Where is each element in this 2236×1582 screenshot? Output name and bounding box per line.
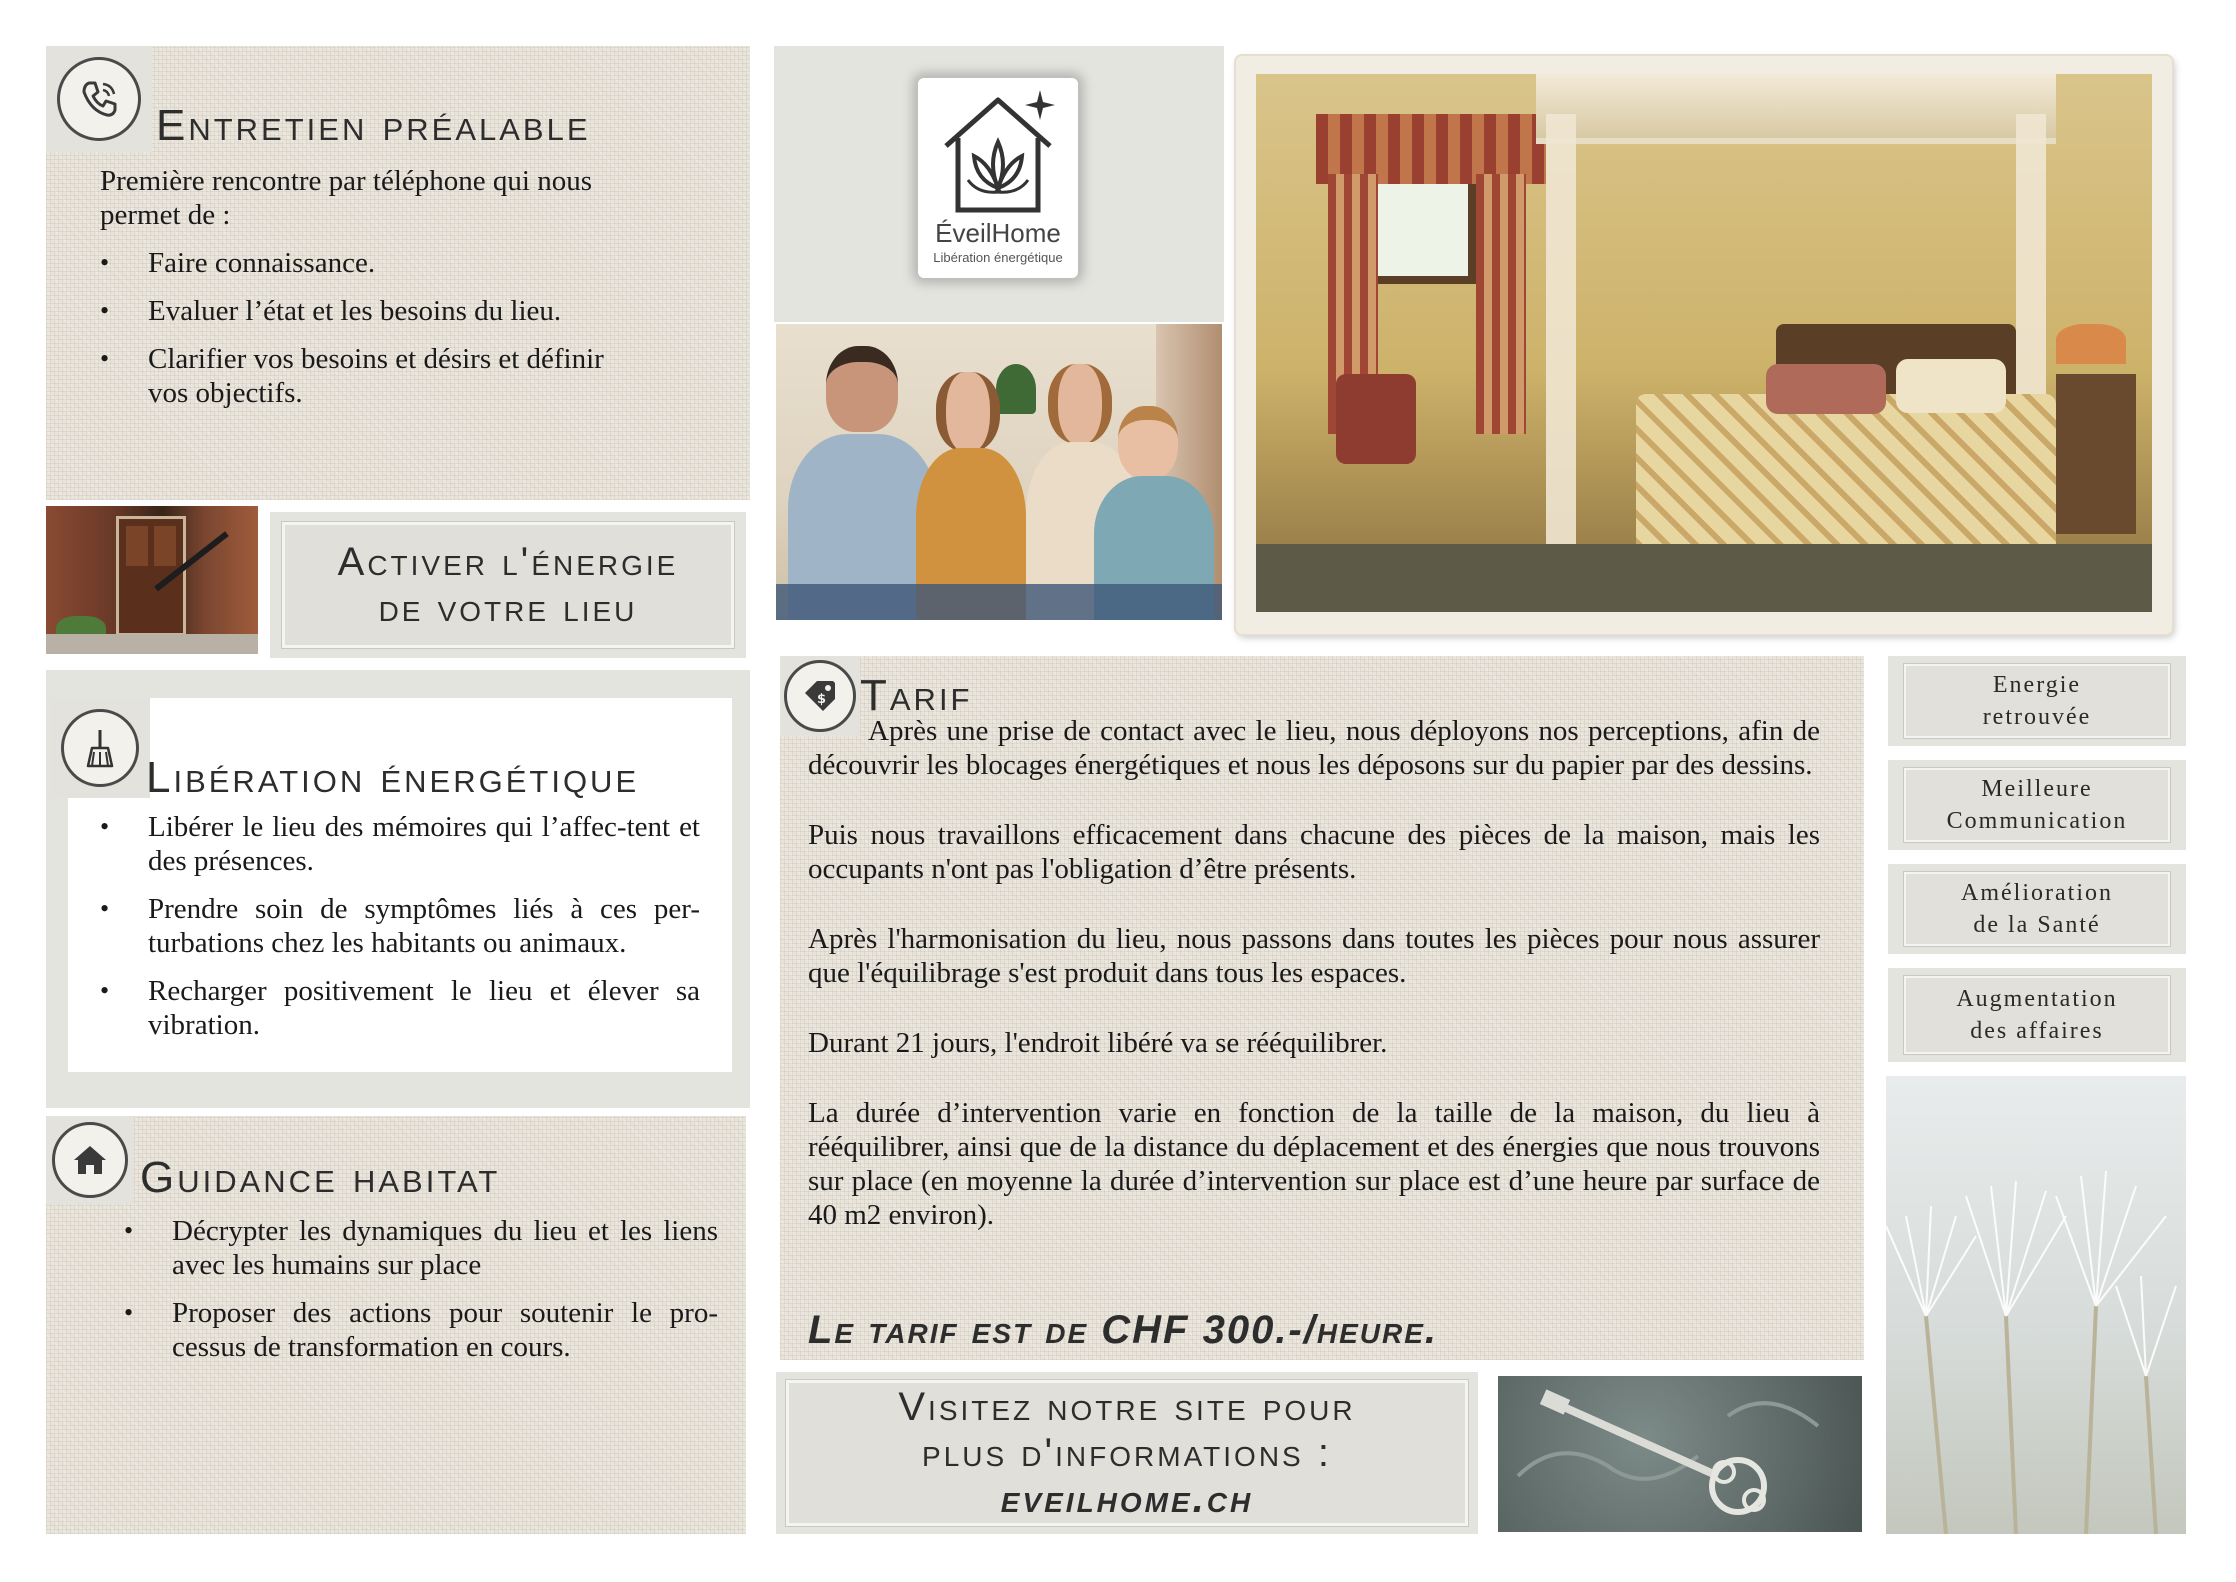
tarif-paragraph: Puis nous travaillons efficacement dans chacune des pièces de la maison, mais les occupants n'ont pas l'obligation d’être présents. (808, 819, 1820, 885)
bedroom-photo-frame (1236, 56, 2172, 634)
tarif-paragraph: Après une prise de contact avec le lieu, nous déployons nos perceptions, afin de découvrir les blocages énergétiques et nous les déposons sur du papier par des dessins. (808, 715, 1820, 781)
entretien-title: Entretien préalable (156, 101, 591, 150)
activer-line1: Activer l'énergie (337, 540, 679, 584)
guidance-icon-tab (46, 1116, 134, 1204)
activer-frame (270, 512, 746, 658)
liberation-list (100, 810, 700, 1056)
list-item: • Proposer des actions pour soutenir le pro-cessus de transformation en cours. (124, 1296, 718, 1364)
activer-plaque (282, 522, 734, 648)
key-photo (1498, 1376, 1862, 1532)
benefit-sante: Amélioration de la Santé (1904, 872, 2170, 946)
tarif-paragraph: La durée d’intervention varie en fonction de la taille de la maison, du lieu à rééquilibrer, ainsi que de la distance du déplacement et des énergies que nous trouvons sur place (en moyenne la durée d’intervention sur place est d’une heure par surface de 40 m2 environ). (808, 1097, 1820, 1231)
dandelion-photo (1886, 1076, 2186, 1534)
benefit-energie: Energie retrouvée (1904, 664, 2170, 738)
tarif-panel (780, 656, 1864, 1360)
visit-line1: Visitez notre site pour (898, 1385, 1356, 1429)
benefit-communication: Meilleure Communication (1904, 768, 2170, 842)
list-item: • Clarifier vos besoins et désirs et définir vos objectifs. (100, 342, 710, 410)
home-icon (52, 1122, 128, 1198)
list-item: • Faire connaissance. (100, 246, 710, 280)
tarif-paragraph: Durant 21 jours, l'endroit libéré va se rééquilibrer. (808, 1027, 1388, 1059)
family-photo (776, 324, 1222, 620)
logo-badge (918, 78, 1078, 278)
benefit-affaires: Augmentation des affaires (1904, 976, 2170, 1054)
activer-line2: de votre lieu (378, 586, 638, 630)
visit-plaque (786, 1380, 1468, 1526)
list-item: • Libérer le lieu des mémoires qui l’affec-tent et des présences. (100, 810, 700, 878)
visit-line2: plus d'informations : (922, 1431, 1332, 1475)
entretien-list (100, 246, 710, 424)
entretien-icon-tab (46, 46, 152, 152)
benefit-frame-3 (1888, 968, 2186, 1062)
visit-frame (776, 1372, 1478, 1534)
door-photo (46, 506, 258, 654)
liberation-icon-tab (50, 698, 150, 798)
tarif-title: Tarif (860, 671, 973, 720)
liberation-title: Libération énergétique (146, 753, 640, 802)
liberation-panel (46, 670, 750, 1108)
house-lotus-icon (928, 84, 1068, 224)
benefit-frame-2 (1888, 864, 2186, 954)
tarif-body (808, 714, 1820, 1232)
guidance-list (124, 1214, 718, 1378)
visit-site-link[interactable]: eveilhome.ch (1000, 1477, 1254, 1521)
list-item: • Recharger positivement le lieu et élever sa vibration. (100, 974, 700, 1042)
tarif-price: Le tarif est de CHF 300.-/heure. (808, 1308, 1438, 1352)
svg-text:$: $ (817, 692, 827, 707)
tarif-paragraph: Après l'harmonisation du lieu, nous passons dans toutes les pièces pour nous assurer que l'équilibrage s'est produit dans tous les espaces. (808, 923, 1820, 989)
list-item: • Prendre soin de symptômes liés à ces per-turbations chez les habitants ou animaux. (100, 892, 700, 960)
benefit-frame-0 (1888, 656, 2186, 746)
broom-icon (61, 709, 139, 787)
list-item: • Evaluer l’état et les besoins du lieu. (100, 294, 710, 328)
phone-icon (57, 57, 141, 141)
logo-tagline: Libération énergétique (933, 250, 1063, 265)
bedroom-photo (1256, 74, 2152, 612)
guidance-panel (46, 1116, 746, 1534)
logo-name: ÉveilHome (935, 218, 1061, 248)
logo-panel (774, 46, 1224, 322)
list-item: • Décrypter les dynamiques du lieu et les liens avec les humains sur place (124, 1214, 718, 1282)
entretien-panel (46, 46, 750, 500)
benefit-frame-1 (1888, 760, 2186, 850)
guidance-title: Guidance habitat (140, 1153, 501, 1202)
entretien-intro: Première rencontre par téléphone qui nous permet de : (100, 165, 593, 231)
